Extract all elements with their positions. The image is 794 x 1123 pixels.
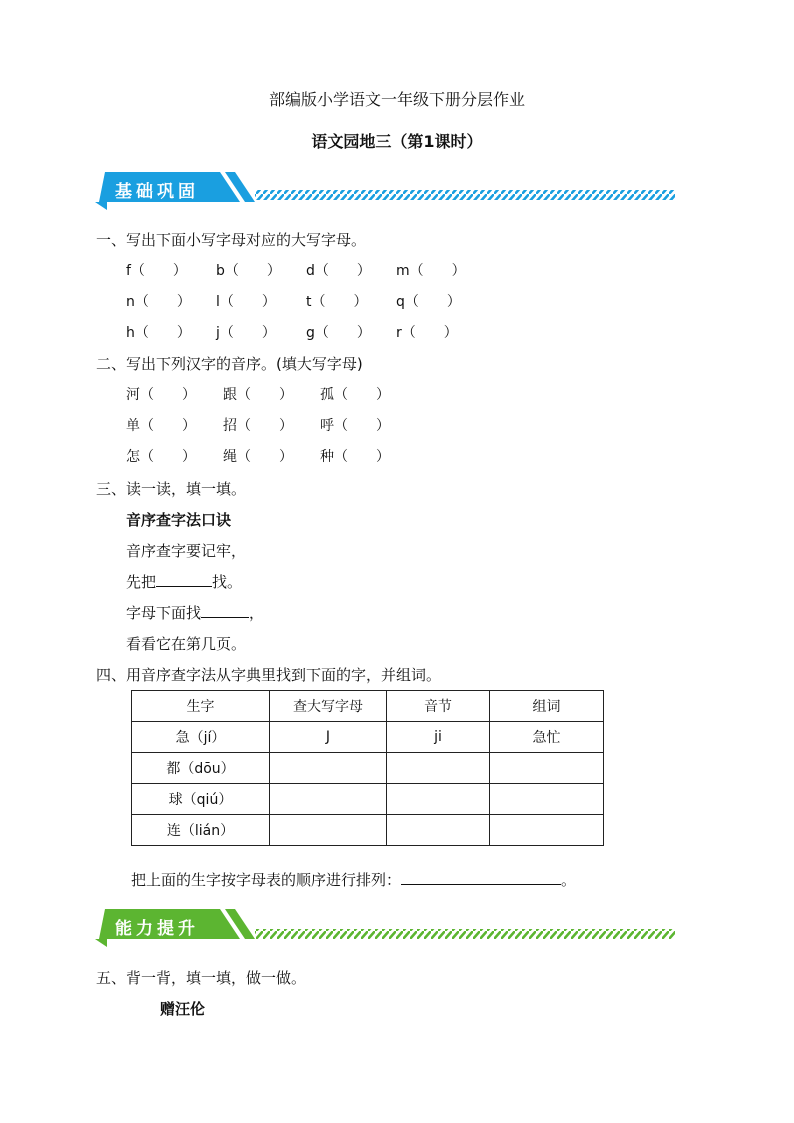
table-cell[interactable]	[270, 784, 387, 815]
poem-line-2-end: 找。	[212, 573, 243, 591]
table-cell[interactable]	[387, 753, 490, 784]
q2-row	[126, 415, 417, 435]
section-banner-basic	[95, 170, 680, 212]
poem-line-3-start: 字母下面找	[126, 604, 202, 622]
table-cell[interactable]	[270, 753, 387, 784]
q2-item: 呼（ ）	[320, 418, 390, 434]
sort-text: 把上面的生字按字母表的顺序进行排列：	[131, 871, 402, 889]
table-cell: 急忙	[490, 722, 604, 753]
table-row	[132, 753, 604, 784]
q1-row	[126, 260, 486, 280]
poem-line-3-end: ，	[249, 604, 265, 622]
poem-title-q3: 音序查字法口诀	[126, 511, 232, 529]
table-cell[interactable]	[490, 784, 604, 815]
q2-row	[126, 446, 417, 466]
poem-line-3	[126, 602, 264, 623]
poem-line-2-start: 先把	[126, 573, 157, 591]
q1-item: l（ ）	[216, 294, 276, 310]
table-cell[interactable]	[490, 753, 604, 784]
table-cell[interactable]	[387, 815, 490, 846]
fill-blank[interactable]	[201, 603, 249, 618]
table-header: 音节	[387, 691, 490, 722]
table-row	[132, 815, 604, 846]
table-row	[132, 722, 604, 753]
q1-item: f（ ）	[126, 263, 187, 279]
q1-item: m（ ）	[396, 263, 466, 279]
question-4: 四、用音序查字法从字典里找到下面的字，并组词。	[96, 666, 442, 684]
q2-item: 河（ ）	[126, 387, 196, 403]
q2-item: 招（ ）	[223, 418, 293, 434]
q2-item: 跟（ ）	[223, 387, 293, 403]
q1-item: n（ ）	[126, 294, 191, 310]
table-cell: 急（jí）	[132, 722, 270, 753]
q1-item: g（ ）	[306, 325, 371, 341]
table-cell[interactable]	[490, 815, 604, 846]
table-header-row	[132, 691, 604, 722]
table-cell: 都（dōu）	[132, 753, 270, 784]
q1-item: t（ ）	[306, 294, 368, 310]
table-cell: 连（lián）	[132, 815, 270, 846]
table-row	[132, 784, 604, 815]
q2-item: 单（ ）	[126, 418, 196, 434]
q1-item: d（ ）	[306, 263, 371, 279]
poem-line-2	[126, 571, 242, 592]
dictionary-table	[131, 690, 604, 846]
sort-end: 。	[561, 871, 577, 889]
table-cell[interactable]	[387, 784, 490, 815]
poem-line-4: 看看它在第几页。	[126, 635, 247, 653]
table-header: 组词	[490, 691, 604, 722]
q2-item: 种（ ）	[320, 449, 390, 465]
q1-item: b（ ）	[216, 263, 281, 279]
table-header: 查大写字母	[270, 691, 387, 722]
q2-item: 孤（ ）	[320, 387, 390, 403]
table-header: 生字	[132, 691, 270, 722]
section-title-ability: 能力提升	[115, 919, 199, 939]
sort-instruction	[131, 869, 576, 890]
q1-item: q（ ）	[396, 294, 461, 310]
q1-item: r（ ）	[396, 325, 458, 341]
q1-item: h（ ）	[126, 325, 191, 341]
fill-blank[interactable]	[401, 870, 561, 885]
section-title-basic: 基础巩固	[115, 182, 199, 202]
question-2: 二、写出下列汉字的音序。(填大写字母)	[96, 355, 363, 373]
question-3: 三、读一读，填一填。	[96, 480, 247, 498]
poem-title-q5: 赠汪伦	[160, 1000, 206, 1018]
fill-blank[interactable]	[156, 572, 212, 587]
page-title: 部编版小学语文一年级下册分层作业	[268, 90, 525, 109]
q1-item: j（ ）	[216, 325, 276, 341]
lesson-subtitle: 语文园地三（第1课时）	[311, 132, 483, 151]
q1-row	[126, 322, 486, 342]
section-banner-ability	[95, 907, 680, 949]
table-cell: ji	[387, 722, 490, 753]
q2-row	[126, 384, 417, 404]
q1-row	[126, 291, 486, 311]
question-5: 五、背一背，填一填，做一做。	[96, 969, 307, 987]
table-cell[interactable]	[270, 815, 387, 846]
question-1: 一、写出下面小写字母对应的大写字母。	[96, 231, 367, 249]
q2-item: 怎（ ）	[126, 449, 196, 465]
poem-line-1: 音序查字要记牢，	[126, 542, 247, 560]
q2-item: 绳（ ）	[223, 449, 293, 465]
table-cell: J	[270, 722, 387, 753]
table-cell: 球（qiú）	[132, 784, 270, 815]
